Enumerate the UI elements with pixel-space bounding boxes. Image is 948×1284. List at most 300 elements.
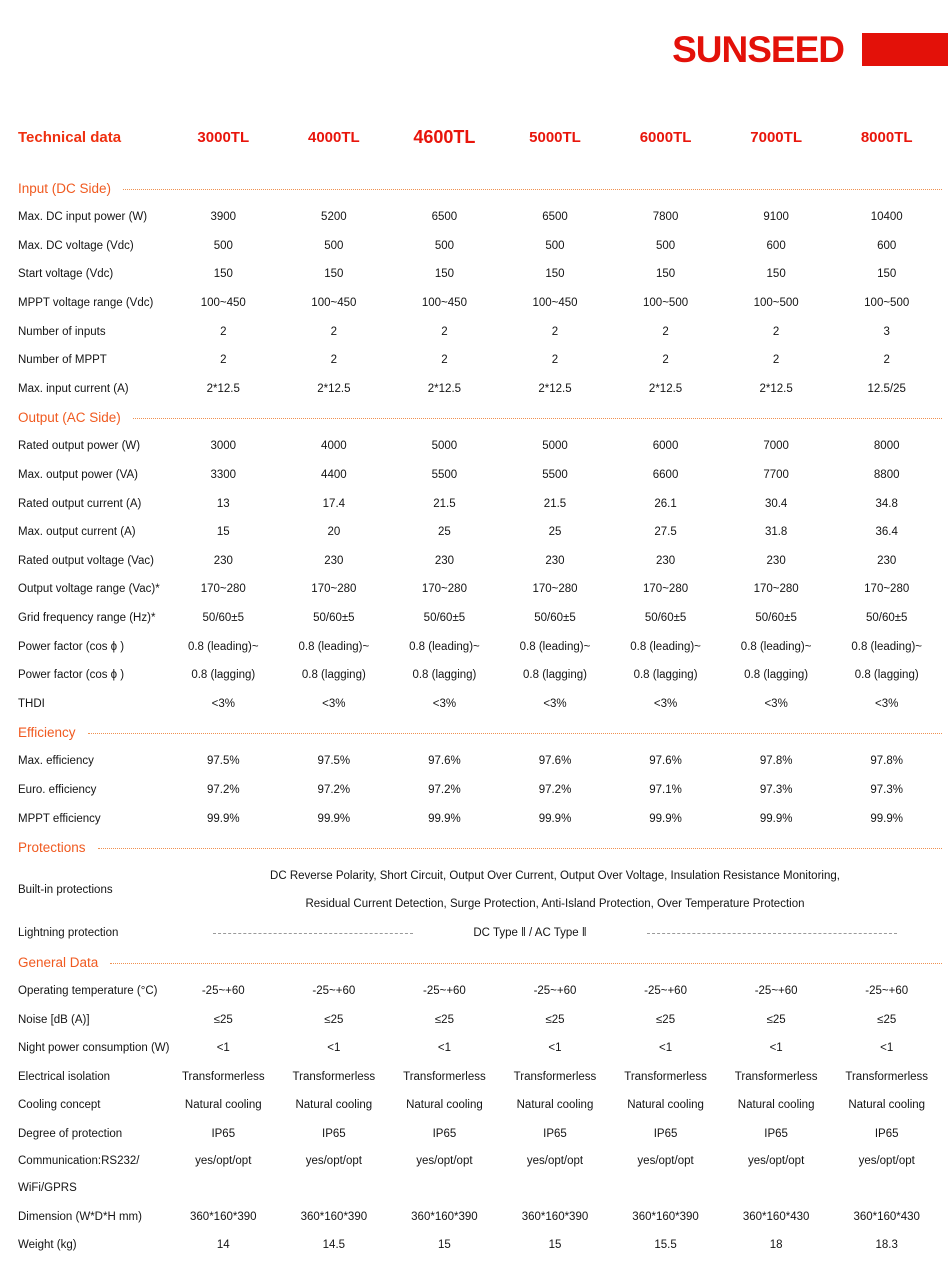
spec-cell: IP65 <box>322 1127 346 1140</box>
spec-cell: Transformerless <box>292 1070 376 1083</box>
spec-cell: 500 <box>545 239 565 252</box>
row-label: Rated output current (A) <box>18 497 142 510</box>
row-label: Noise [dB (A)] <box>18 1013 90 1026</box>
spec-cell: -25~+60 <box>312 984 356 997</box>
spec-cell: 50/60±5 <box>644 612 687 625</box>
spec-row <box>18 432 942 461</box>
spec-cell: 50/60±5 <box>534 612 576 625</box>
spec-cell: 150 <box>766 268 786 281</box>
spec-cell: yes/opt/opt <box>526 1155 584 1168</box>
spec-cell: 0.8 (lagging) <box>412 669 477 682</box>
spec-cell: ≤25 <box>434 1013 454 1026</box>
spec-row <box>18 575 942 604</box>
spec-cell: Natural cooling <box>627 1099 704 1112</box>
spec-cell: 100~450 <box>311 297 357 310</box>
spec-cell: 170~280 <box>200 583 246 596</box>
spec-cell: Natural cooling <box>516 1099 594 1112</box>
spec-cell: 14.5 <box>322 1239 346 1252</box>
spec-row <box>18 1231 942 1260</box>
spec-row <box>18 776 942 805</box>
spec-cell: 2 <box>772 354 780 367</box>
spec-cell: 97.3% <box>759 783 793 796</box>
section-header <box>18 403 942 432</box>
spec-cell: 13 <box>216 497 230 510</box>
lightning-dash-right <box>647 933 897 934</box>
lightning-dash-left <box>213 933 413 934</box>
spec-cell: <3% <box>432 697 457 710</box>
spec-cell: 6500 <box>542 211 568 224</box>
spec-cell: 50/60±5 <box>423 612 466 625</box>
spec-cell: 0.8 (leading)~ <box>298 640 370 653</box>
spec-cell: 600 <box>877 239 897 252</box>
spec-cell: 36.4 <box>875 526 898 539</box>
spec-row <box>18 289 942 318</box>
row-label: Operating temperature (°C) <box>18 984 158 997</box>
spec-row <box>18 977 942 1006</box>
model-header: 6000TL <box>639 128 692 146</box>
model-header: 7000TL <box>750 128 802 146</box>
spec-cell: 170~280 <box>421 583 467 596</box>
spec-cell: Transformerless <box>624 1070 707 1083</box>
spec-cell: <1 <box>880 1042 894 1055</box>
section-title: Output (AC Side) <box>18 410 121 426</box>
spec-cell: 360*160*390 <box>411 1210 478 1223</box>
spec-cell: 2*12.5 <box>427 382 462 395</box>
spec-cell: 97.5% <box>206 755 240 768</box>
spec-cell: -25~+60 <box>865 984 909 997</box>
spec-cell: yes/opt/opt <box>195 1155 252 1168</box>
spec-cell: Natural cooling <box>848 1099 926 1112</box>
spec-cell: 97.2% <box>317 783 351 796</box>
row-label: Built-in protections <box>18 884 113 897</box>
spec-cell: 7000 <box>763 440 789 453</box>
spec-cell: 5000 <box>542 440 568 453</box>
spec-cell: Natural cooling <box>184 1099 262 1112</box>
spec-cell: yes/opt/opt <box>748 1155 805 1168</box>
spec-row <box>18 518 942 547</box>
row-label: Night power consumption (W) <box>18 1042 170 1055</box>
spec-cell: <1 <box>548 1042 562 1055</box>
spec-cell: 170~280 <box>311 583 357 596</box>
spec-cell: 25 <box>438 526 451 539</box>
spec-cell: 5000 <box>431 440 458 453</box>
spec-table <box>18 122 942 1259</box>
spec-cell: <3% <box>875 697 899 710</box>
row-label-line: Communication:RS232/ <box>18 1155 140 1168</box>
row-label: Number of MPPT <box>18 354 107 367</box>
section-divider <box>98 848 942 849</box>
spec-cell: 230 <box>324 554 344 567</box>
spec-cell: 97.2% <box>206 783 240 796</box>
spec-row <box>18 919 942 948</box>
spec-cell: 3 <box>883 325 890 338</box>
row-label: Rated output power (W) <box>18 440 141 453</box>
spec-cell: Natural cooling <box>737 1099 815 1112</box>
spec-cell: 99.9% <box>649 812 682 825</box>
spec-cell: 2 <box>220 354 227 367</box>
spec-cell: 230 <box>877 554 897 567</box>
row-label: Power factor (cos ϕ ) <box>18 669 125 682</box>
spec-cell: 2 <box>441 354 448 367</box>
section-divider <box>133 418 942 419</box>
spec-cell: 230 <box>434 554 455 567</box>
spec-cell: IP65 <box>874 1127 899 1140</box>
spec-cell: 99.9% <box>870 812 903 825</box>
spec-cell: 97.2% <box>428 783 461 796</box>
spec-cell: -25~+60 <box>422 984 466 997</box>
spec-row <box>18 232 942 261</box>
spec-cell: 21.5 <box>543 497 567 510</box>
row-label: THDI <box>18 697 45 710</box>
spec-row <box>18 260 942 289</box>
spec-cell: Transformerless <box>845 1070 929 1083</box>
spec-cell: ≤25 <box>656 1013 676 1026</box>
spec-cell: 8800 <box>873 469 900 482</box>
spec-row <box>18 804 942 833</box>
spec-cell: 97.8% <box>759 755 793 768</box>
spec-cell: 2 <box>220 325 227 338</box>
spec-row <box>18 461 942 490</box>
spec-row <box>18 346 942 375</box>
section-title: General Data <box>18 954 99 970</box>
spec-row <box>18 1062 942 1091</box>
spec-cell: 5500 <box>542 469 568 482</box>
spec-cell: -25~+60 <box>533 984 577 997</box>
spec-cell: Transformerless <box>513 1070 597 1083</box>
spec-cell: 15.5 <box>654 1239 677 1252</box>
spec-row <box>18 1034 942 1063</box>
brand-logo-text: SUNSEED <box>672 29 844 70</box>
protections-line: DC Reverse Polarity, Short Circuit, Output Over Current, Output Over Voltage, Insulation Resistance Monitoring, <box>270 869 840 882</box>
spec-cell: yes/opt/opt <box>305 1155 362 1168</box>
row-label: Start voltage (Vdc) <box>18 268 114 281</box>
spec-cell: 6000 <box>652 440 679 453</box>
spec-cell: 150 <box>434 268 455 281</box>
row-label: MPPT voltage range (Vdc) <box>18 297 154 310</box>
row-label: Max. efficiency <box>18 755 94 768</box>
spec-row <box>18 1202 942 1231</box>
row-label: Lightning protection <box>18 927 119 940</box>
spec-cell: 500 <box>213 239 233 252</box>
spec-row <box>18 747 942 776</box>
table-header-row <box>18 122 942 152</box>
section-title: Protections <box>18 839 86 855</box>
spec-cell: 100~450 <box>200 297 246 310</box>
spec-cell: 170~280 <box>753 583 799 596</box>
spec-cell: 2 <box>441 325 448 338</box>
spec-cell: 170~280 <box>532 583 578 596</box>
spec-row <box>18 203 942 232</box>
spec-cell: 2 <box>662 354 669 367</box>
spec-cell: 0.8 (leading)~ <box>740 640 812 653</box>
row-label-line: WiFi/GPRS <box>18 1182 77 1195</box>
spec-cell: 230 <box>766 554 786 567</box>
spec-cell: <3% <box>211 697 235 710</box>
section-header <box>18 174 942 203</box>
spec-cell: 2 <box>662 325 669 338</box>
spec-cell: 2*12.5 <box>206 382 240 395</box>
spec-cell: 97.6% <box>649 755 682 768</box>
protections-line: Residual Current Detection, Surge Protection, Anti-Island Protection, Over Temperature Protection <box>305 898 805 911</box>
spec-cell: ≤25 <box>213 1013 233 1026</box>
spec-cell: Transformerless <box>734 1070 818 1083</box>
lightning-value: DC Type ‖ / AC Type ‖ <box>473 927 587 940</box>
spec-cell: 97.2% <box>538 783 572 796</box>
brand-logo-block <box>862 33 948 66</box>
spec-cell: <1 <box>769 1042 783 1055</box>
spec-cell: 150 <box>324 268 344 281</box>
spec-cell: IP65 <box>543 1127 567 1140</box>
spec-cell: <3% <box>322 697 346 710</box>
spec-cell: 4000 <box>321 440 347 453</box>
spec-cell: 0.8 (lagging) <box>744 669 809 682</box>
section-header <box>18 718 942 747</box>
section-header <box>18 833 942 862</box>
spec-cell: 230 <box>655 554 676 567</box>
spec-cell: ≤25 <box>766 1013 786 1026</box>
row-label: Euro. efficiency <box>18 783 97 796</box>
spec-cell: 27.5 <box>654 526 677 539</box>
spec-cell: 150 <box>877 268 897 281</box>
spec-row <box>18 489 942 518</box>
spec-cell: 7800 <box>652 211 679 224</box>
model-header: 4600TL <box>413 126 476 147</box>
spec-cell: 3000 <box>210 440 237 453</box>
spec-cell: -25~+60 <box>754 984 798 997</box>
row-label: Dimension (W*D*H mm) <box>18 1210 142 1223</box>
spec-cell: 99.9% <box>317 812 351 825</box>
row-label: Number of inputs <box>18 325 106 338</box>
spec-cell: yes/opt/opt <box>637 1155 694 1168</box>
spec-cell: 0.8 (leading)~ <box>409 640 480 653</box>
spec-cell: 0.8 (leading)~ <box>630 640 701 653</box>
spec-cell: yes/opt/opt <box>416 1155 473 1168</box>
spec-cell: yes/opt/opt <box>858 1155 915 1168</box>
spec-cell: 50/60±5 <box>755 612 797 625</box>
spec-cell: 360*160*390 <box>521 1210 589 1223</box>
spec-cell: <3% <box>543 697 567 710</box>
spec-cell: 100~500 <box>753 297 799 310</box>
spec-cell: 360*160*390 <box>190 1210 257 1223</box>
spec-cell: 10400 <box>870 211 903 224</box>
spec-cell: 21.5 <box>433 497 456 510</box>
spec-cell: 360*160*390 <box>632 1210 699 1223</box>
section-divider <box>110 963 942 964</box>
spec-cell: 50/60±5 <box>865 612 908 625</box>
spec-cell: IP65 <box>432 1127 457 1140</box>
spec-cell: 30.4 <box>764 497 788 510</box>
spec-cell: 2 <box>772 325 780 338</box>
spec-cell: 5200 <box>321 211 347 224</box>
section-divider <box>123 189 942 190</box>
spec-cell: Natural cooling <box>406 1099 483 1112</box>
spec-cell: 5500 <box>431 469 458 482</box>
row-label: Weight (kg) <box>18 1239 77 1252</box>
spec-cell: Transformerless <box>403 1070 486 1083</box>
spec-row <box>18 1005 942 1034</box>
spec-cell: 18.3 <box>875 1239 898 1252</box>
spec-cell: 0.8 (leading)~ <box>187 640 259 653</box>
spec-cell: <1 <box>327 1042 341 1055</box>
brand-header <box>672 31 948 68</box>
spec-cell: 97.8% <box>870 755 903 768</box>
spec-cell: 0.8 (lagging) <box>633 669 698 682</box>
spec-cell: 0.8 (lagging) <box>301 669 366 682</box>
spec-cell: 97.1% <box>649 783 682 796</box>
spec-cell: <3% <box>764 697 788 710</box>
spec-cell: 0.8 (leading)~ <box>519 640 591 653</box>
spec-cell: 2 <box>330 325 338 338</box>
spec-cell: 0.8 (lagging) <box>854 669 919 682</box>
spec-cell: 360*160*430 <box>742 1210 810 1223</box>
model-header: 3000TL <box>197 128 250 146</box>
spec-cell: 3300 <box>210 469 237 482</box>
spec-cell: 2 <box>330 354 338 367</box>
spec-row <box>18 1120 942 1149</box>
section-title: Input (DC Side) <box>18 181 112 196</box>
spec-cell: 12.5/25 <box>867 382 906 395</box>
section-divider <box>88 733 942 734</box>
spec-cell: 2*12.5 <box>317 382 351 395</box>
spec-cell: 15 <box>548 1239 562 1252</box>
spec-cell: 99.9% <box>759 812 793 825</box>
spec-cell: 0.8 (leading)~ <box>851 640 923 653</box>
spec-cell: 2 <box>551 325 559 338</box>
spec-cell: 500 <box>434 239 455 252</box>
spec-row <box>18 661 942 690</box>
spec-cell: 25 <box>548 526 562 539</box>
row-label: Electrical isolation <box>18 1070 111 1083</box>
spec-cell: <3% <box>653 697 678 710</box>
section-header <box>18 948 942 977</box>
spec-cell: 34.8 <box>875 497 898 510</box>
spec-cell: 6600 <box>652 469 679 482</box>
spec-cell: 17.4 <box>322 497 346 510</box>
spec-cell: 2*12.5 <box>538 382 572 395</box>
row-label: Max. output power (VA) <box>18 469 138 482</box>
spec-cell: 100~500 <box>864 297 910 310</box>
spec-row <box>18 862 942 919</box>
spec-cell: 0.8 (lagging) <box>523 669 587 682</box>
spec-cell: 230 <box>545 554 565 567</box>
spec-cell: -25~+60 <box>644 984 687 997</box>
spec-cell: 20 <box>327 526 341 539</box>
spec-cell: <1 <box>216 1042 230 1055</box>
spec-cell: 99.9% <box>538 812 572 825</box>
spec-row <box>18 690 942 719</box>
spec-cell: 50/60±5 <box>313 612 355 625</box>
spec-cell: 15 <box>438 1239 451 1252</box>
spec-cell: 2 <box>551 354 559 367</box>
model-header: 8000TL <box>860 128 913 146</box>
spec-cell: IP65 <box>653 1127 678 1140</box>
spec-row <box>18 547 942 576</box>
spec-cell: 97.3% <box>870 783 903 796</box>
spec-cell: <1 <box>437 1042 451 1055</box>
spec-cell: 14 <box>216 1239 230 1252</box>
spec-row <box>18 1148 942 1202</box>
spec-cell: 26.1 <box>654 497 677 510</box>
row-label: MPPT efficiency <box>18 812 101 825</box>
spec-cell: 31.8 <box>764 526 788 539</box>
spec-cell: ≤25 <box>877 1013 897 1026</box>
spec-cell: 2*12.5 <box>648 382 683 395</box>
spec-cell: ≤25 <box>545 1013 565 1026</box>
spec-cell: 50/60±5 <box>202 612 245 625</box>
spec-cell: 2*12.5 <box>759 382 793 395</box>
spec-cell: 0.8 (lagging) <box>191 669 256 682</box>
spec-row <box>18 1091 942 1120</box>
spec-cell: 500 <box>655 239 676 252</box>
spec-row <box>18 375 942 404</box>
lightning-span <box>168 927 942 939</box>
spec-cell: 6500 <box>431 211 458 224</box>
spec-cell: -25~+60 <box>201 984 245 997</box>
spec-cell: Transformerless <box>181 1070 265 1083</box>
spec-cell: 9100 <box>763 211 789 224</box>
row-label: Max. input current (A) <box>18 382 129 395</box>
spec-cell: IP65 <box>764 1127 788 1140</box>
table-header-label: Technical data <box>18 128 122 146</box>
row-label: Grid frequency range (Hz)* <box>18 612 156 625</box>
row-label: Degree of protection <box>18 1127 123 1140</box>
spec-cell: 97.6% <box>428 755 461 768</box>
spec-cell: 97.5% <box>317 755 351 768</box>
spec-row <box>18 632 942 661</box>
spec-cell: 150 <box>545 268 565 281</box>
spec-cell: Natural cooling <box>295 1099 373 1112</box>
row-label: Cooling concept <box>18 1099 101 1112</box>
spec-cell: 500 <box>324 239 344 252</box>
spec-cell: <1 <box>659 1042 673 1055</box>
row-label: Power factor (cos ϕ ) <box>18 640 125 653</box>
spec-cell: 15 <box>216 526 230 539</box>
protections-span <box>168 862 942 919</box>
model-header: 5000TL <box>529 128 581 146</box>
row-label: Output voltage range (Vac)* <box>18 583 160 596</box>
row-label: Max. output current (A) <box>18 526 136 539</box>
spec-cell: 170~280 <box>643 583 689 596</box>
spec-cell: 230 <box>213 554 233 567</box>
spec-cell: 4400 <box>321 469 347 482</box>
spec-cell: 2 <box>883 354 890 367</box>
spec-cell: 360*160*390 <box>300 1210 368 1223</box>
spec-cell: 3900 <box>210 211 237 224</box>
spec-cell: 97.6% <box>538 755 572 768</box>
spec-cell: 8000 <box>873 440 900 453</box>
spec-cell: 100~500 <box>643 297 689 310</box>
spec-cell: 100~450 <box>532 297 578 310</box>
spec-cell: 7700 <box>763 469 789 482</box>
spec-cell: 100~450 <box>421 297 467 310</box>
spec-row <box>18 604 942 633</box>
row-label: Max. DC voltage (Vdc) <box>18 239 134 252</box>
spec-cell: IP65 <box>211 1127 236 1140</box>
spec-cell: 18 <box>769 1239 783 1252</box>
spec-row <box>18 317 942 346</box>
spec-cell: ≤25 <box>324 1013 344 1026</box>
row-label <box>18 1148 168 1202</box>
section-title: Efficiency <box>18 725 76 741</box>
spec-cell: 150 <box>655 268 676 281</box>
spec-cell: 360*160*430 <box>853 1210 920 1223</box>
row-label: Max. DC input power (W) <box>18 211 148 224</box>
spec-cell: 99.9% <box>428 812 461 825</box>
model-header: 4000TL <box>308 128 360 146</box>
spec-cell: 150 <box>213 268 233 281</box>
spec-cell: 600 <box>766 239 786 252</box>
row-label: Rated output voltage (Vac) <box>18 554 154 567</box>
